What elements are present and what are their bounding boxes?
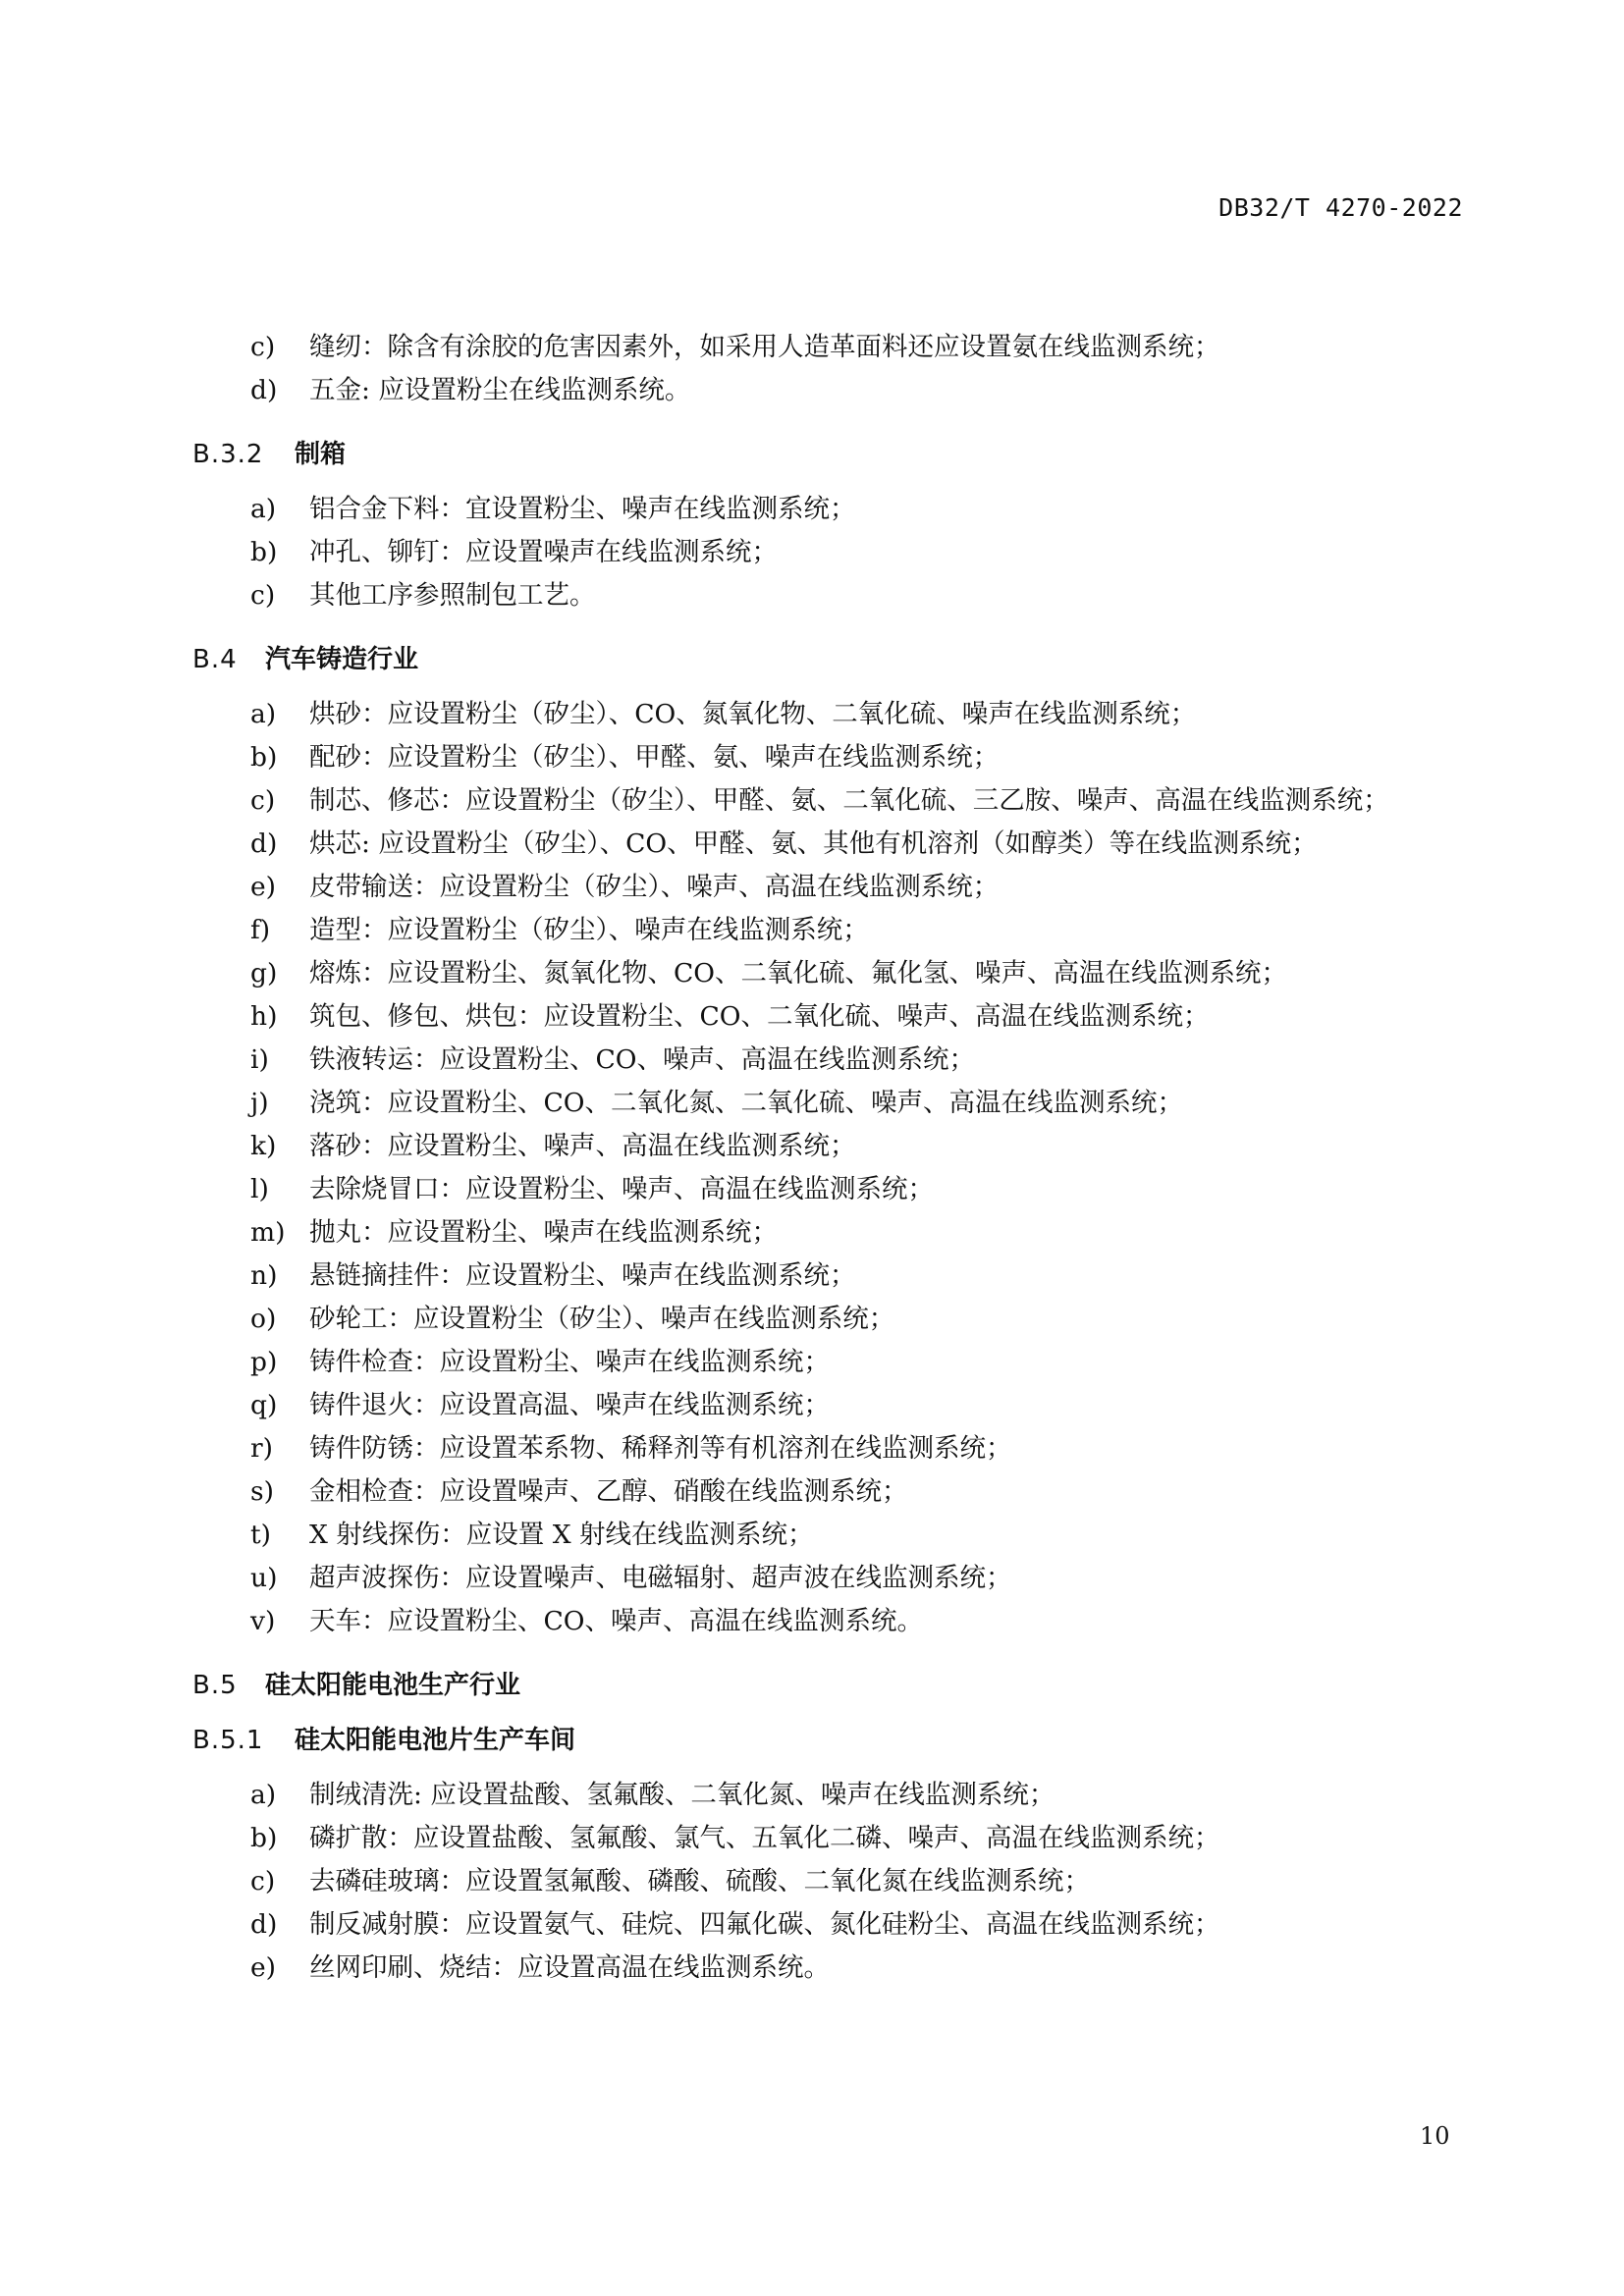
list-item [192,1600,1489,1643]
section-title: 汽车铸造行业 [265,645,419,674]
item-text: 筑包、修包、烘包：应设置粉尘、CO、二氧化硫、噪声、高温在线监测系统； [309,1001,1210,1032]
item-label: n) [250,1260,278,1291]
list-item [192,823,1489,866]
item-text: 浇筑：应设置粉尘、CO、二氧化氮、二氧化硫、噪声、高温在线监测系统； [309,1088,1184,1118]
list-item [192,1298,1489,1341]
item-label: e) [250,872,277,902]
item-text: 金相检查：应设置噪声、乙醇、硝酸在线监测系统； [309,1476,908,1507]
list-item [192,1255,1489,1298]
item-label: c) [250,332,276,362]
item-label: c) [250,1866,276,1896]
list-item [192,1903,1489,1947]
list-item [192,866,1489,909]
section-number: B.5 [192,1671,238,1700]
list-item [192,369,1489,412]
item-text: 去磷硅玻璃：应设置氢氟酸、磷酸、硫酸、二氧化氮在线监测系统； [309,1866,1090,1896]
item-label: b) [250,537,278,567]
section-number: B.3.2 [192,440,264,469]
section-title: 硅太阳能电池片生产车间 [295,1726,576,1755]
item-label: c) [250,785,276,816]
list-item [192,1168,1489,1211]
item-label: t) [250,1520,271,1550]
item-text: X 射线探伤：应设置 X 射线在线监测系统； [309,1520,814,1550]
section-heading [192,1664,1489,1707]
list-item [192,693,1489,736]
item-label: j) [250,1088,269,1118]
item-label: i) [250,1044,269,1075]
item-text: 超声波探伤：应设置噪声、电磁辐射、超声波在线监测系统； [309,1563,1012,1593]
item-text: 五金: 应设置粉尘在线监测系统。 [309,375,691,405]
list-item [192,1774,1489,1817]
item-text: 落砂：应设置粉尘、噪声、高温在线监测系统； [309,1131,856,1161]
item-text: 烘砂：应设置粉尘（矽尘）、CO、氮氧化物、二氧化硫、噪声在线监测系统； [309,699,1197,729]
item-label: b) [250,742,278,773]
list-item [192,574,1489,617]
item-label: q) [250,1390,278,1420]
item-text: 其他工序参照制包工艺。 [309,580,596,611]
item-label: s) [250,1476,274,1507]
list-item [192,1470,1489,1514]
item-text: 熔炼：应设置粉尘、氮氧化物、CO、二氧化硫、氟化氢、噪声、高温在线监测系统； [309,958,1288,988]
list-item [192,531,1489,574]
item-text: 天车：应设置粉尘、CO、噪声、高温在线监测系统。 [309,1606,924,1636]
item-text: 缝纫：除含有涂胶的危害因素外，如采用人造革面料还应设置氨在线监测系统； [309,332,1220,362]
list-item [192,1947,1489,1990]
section-title: 制箱 [295,440,347,469]
item-text: 悬链摘挂件：应设置粉尘、噪声在线监测系统； [309,1260,856,1291]
item-label: u) [250,1563,278,1593]
item-label: m) [250,1217,286,1248]
list-item [192,1341,1489,1384]
list-item [192,1039,1489,1082]
item-label: p) [250,1347,278,1377]
item-text: 铝合金下料：宜设置粉尘、噪声在线监测系统； [309,494,856,524]
item-label: h) [250,1001,278,1032]
item-text: 烘芯: 应设置粉尘（矽尘）、CO、甲醛、氨、其他有机溶剂（如醇类）等在线监测系统； [309,828,1318,859]
item-text: 磷扩散：应设置盐酸、氢氟酸、氯气、五氧化二磷、噪声、高温在线监测系统； [309,1823,1220,1853]
section-title: 硅太阳能电池生产行业 [265,1671,521,1700]
item-label: a) [250,494,277,524]
item-text: 造型：应设置粉尘（矽尘）、噪声在线监测系统； [309,915,869,945]
document-code: DB32/T 4270-2022 [1218,193,1463,222]
item-label: f) [250,915,271,945]
item-label: o) [250,1304,277,1334]
item-label: d) [250,375,278,405]
item-text: 制绒清洗: 应设置盐酸、氢氟酸、二氧化氮、噪声在线监测系统； [309,1780,1056,1810]
list-item [192,488,1489,531]
list-item [192,1125,1489,1168]
item-text: 铁液转运：应设置粉尘、CO、噪声、高温在线监测系统； [309,1044,976,1075]
list-item [192,736,1489,779]
item-text: 丝网印刷、烧结：应设置高温在线监测系统。 [309,1952,830,1983]
item-text: 冲孔、铆钉：应设置噪声在线监测系统； [309,537,778,567]
item-label: g) [250,958,278,988]
section-number: B.4 [192,645,238,674]
item-label: b) [250,1823,278,1853]
item-text: 铸件防锈：应设置苯系物、稀释剂等有机溶剂在线监测系统； [309,1433,1012,1464]
item-text: 铸件退火：应设置高温、噪声在线监测系统； [309,1390,830,1420]
item-text: 抛丸：应设置粉尘、噪声在线监测系统； [309,1217,778,1248]
section-number: B.5.1 [192,1726,264,1755]
list-item [192,952,1489,995]
item-label: d) [250,828,278,859]
list-item [192,1514,1489,1557]
item-label: l) [250,1174,269,1204]
item-label: k) [250,1131,277,1161]
item-label: r) [250,1433,274,1464]
item-text: 去除烧冒口：应设置粉尘、噪声、高温在线监测系统； [309,1174,934,1204]
list-item [192,1817,1489,1860]
list-item [192,779,1489,823]
list-item [192,1557,1489,1600]
list-item [192,1082,1489,1125]
item-label: c) [250,580,276,611]
item-text: 配砂：应设置粉尘（矽尘）、甲醛、氨、噪声在线监测系统； [309,742,1000,773]
page-number: 10 [1420,2122,1450,2150]
item-text: 制反减射膜：应设置氨气、硅烷、四氟化碳、氮化硅粉尘、高温在线监测系统； [309,1909,1220,1940]
list-item [192,995,1489,1039]
item-label: a) [250,699,277,729]
document-body [192,326,1489,1990]
section-heading [192,1719,1489,1762]
item-label: d) [250,1909,278,1940]
list-item [192,1860,1489,1903]
list-item [192,909,1489,952]
item-text: 制芯、修芯：应设置粉尘（矽尘）、甲醛、氨、二氧化硫、三乙胺、噪声、高温在线监测系统； [309,785,1389,816]
item-text: 铸件检查：应设置粉尘、噪声在线监测系统； [309,1347,830,1377]
list-item [192,1211,1489,1255]
list-item [192,1384,1489,1427]
section-heading [192,433,1489,476]
item-label: v) [250,1606,276,1636]
list-item [192,326,1489,369]
section-heading [192,638,1489,681]
item-text: 砂轮工：应设置粉尘（矽尘）、噪声在线监测系统； [309,1304,895,1334]
item-text: 皮带输送：应设置粉尘（矽尘）、噪声、高温在线监测系统； [309,872,1000,902]
item-label: e) [250,1952,277,1983]
item-label: a) [250,1780,277,1810]
list-item [192,1427,1489,1470]
